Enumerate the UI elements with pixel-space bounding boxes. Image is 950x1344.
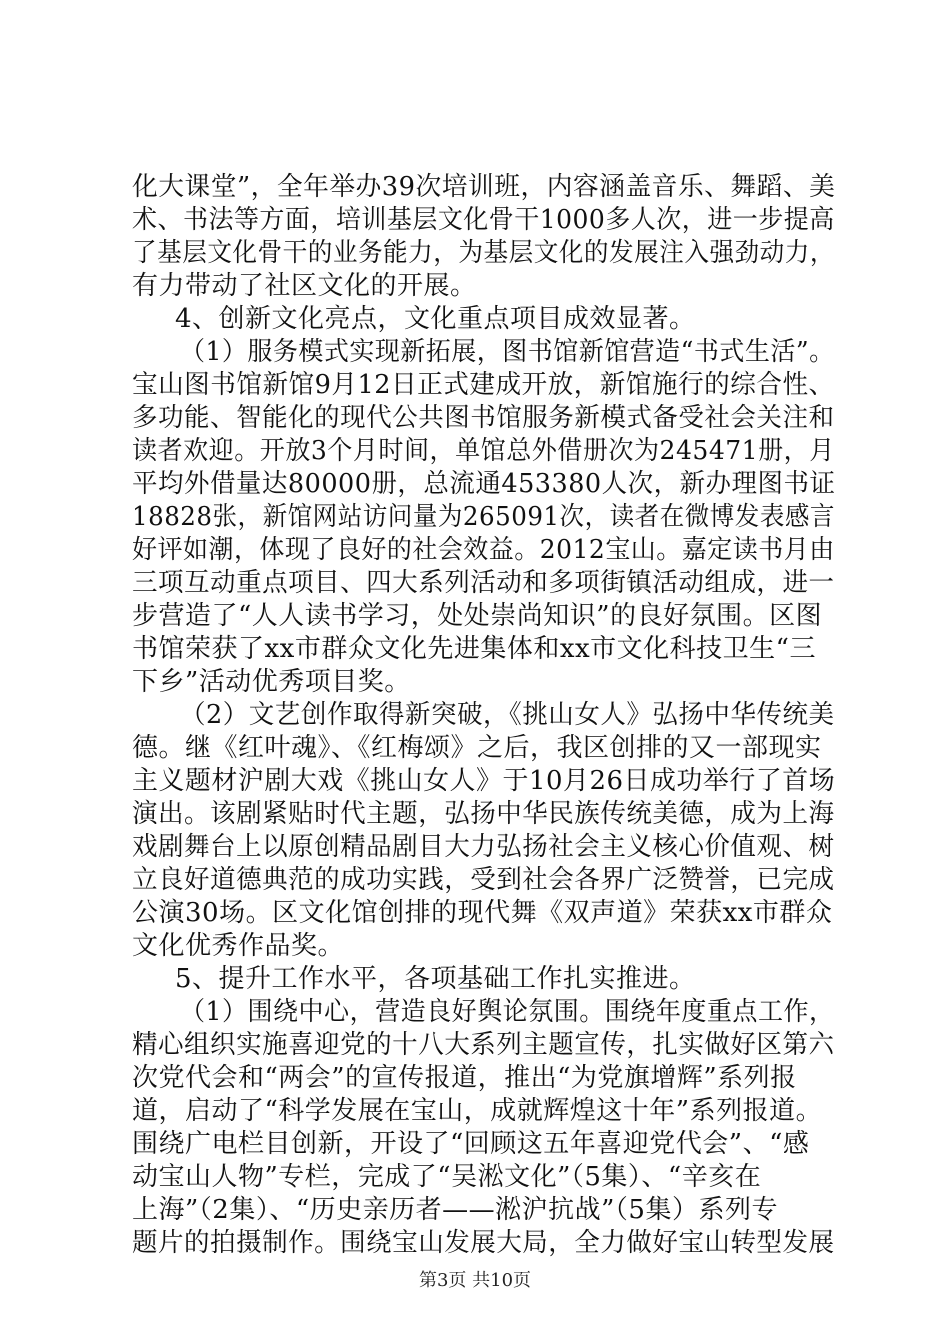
text-line: 立良好道德典范的成功实践，受到社会各界广泛赞誉，已完成 — [132, 865, 835, 895]
text-line: 题片的拍摄制作。围绕宝山发展大局，全力做好宝山转型发展 — [132, 1228, 835, 1258]
text-line: 演出。该剧紧贴时代主题，弘扬中华民族传统美德，成为上海 — [132, 799, 835, 829]
subsection-heading: （2）文艺创作取得新突破，《挑山女人》弘扬中华传统美 — [180, 700, 835, 730]
text-line: 次党代会和“两会”的宣传报道，推出“为党旗增辉”系列报 — [132, 1063, 797, 1093]
text-line: 化大课堂”，全年举办39次培训班，内容涵盖音乐、舞蹈、美 — [132, 172, 836, 202]
subsection-heading: （1）围绕中心，营造良好舆论氛围。围绕年度重点工作， — [180, 997, 835, 1027]
text-line: 下乡”活动优秀项目奖。 — [132, 667, 411, 697]
text-line: 了基层文化骨干的业务能力，为基层文化的发展注入强劲动力， — [132, 238, 835, 268]
text-line: 平均外借量达80000册，总流通453380人次，新办理图书证 — [132, 469, 836, 499]
text-line: 宝山图书馆新馆9月12日正式建成开放，新馆施行的综合性、 — [132, 370, 835, 400]
text-line: 多功能、智能化的现代公共图书馆服务新模式备受社会关注和 — [132, 403, 835, 433]
text-line: 戏剧舞台上以原创精品剧目大力弘扬社会主义核心价值观、树 — [132, 832, 835, 862]
text-line: 18828张，新馆网站访问量为265091次，读者在微博发表感言 — [132, 502, 835, 532]
text-line: 精心组织实施喜迎党的十八大系列主题宣传，扎实做好区第六 — [132, 1030, 835, 1060]
text-line: 围绕广电栏目创新，开设了“回顾这五年喜迎党代会”、“感 — [132, 1129, 810, 1159]
text-line: 公演30场。区文化馆创排的现代舞《双声道》荣获xx市群众 — [132, 898, 833, 928]
text-line: 德。继《红叶魂》、《红梅颂》之后，我区创排的又一部现实 — [132, 733, 822, 763]
text-line: 书馆荣获了xx市群众文化先进集体和xx市文化科技卫生“三 — [132, 634, 816, 664]
text-line: 读者欢迎。开放3个月时间，单馆总外借册次为245471册，月 — [132, 436, 835, 466]
text-line: 有力带动了社区文化的开展。 — [132, 271, 477, 301]
section-heading: 5、提升工作水平，各项基础工作扎实推进。 — [175, 964, 696, 994]
text-line: 文化优秀作品奖。 — [132, 931, 345, 961]
text-line: 主义题材沪剧大戏《挑山女人》于10月26日成功举行了首场 — [132, 766, 836, 796]
text-line: 上海”（2集）、“历史亲历者——淞沪抗战”（5集）系列专 — [132, 1195, 778, 1225]
text-line: 术、书法等方面，培训基层文化骨干1000多人次，进一步提高 — [132, 205, 835, 235]
section-heading: 4、创新文化亮点，文化重点项目成效显著。 — [175, 304, 696, 334]
subsection-heading: （1）服务模式实现新拓展，图书馆新馆营造“书式生活”。 — [180, 337, 835, 367]
text-line: 好评如潮，体现了良好的社会效益。2012宝山。嘉定读书月由 — [132, 535, 835, 565]
text-line: 道，启动了“科学发展在宝山，成就辉煌这十年”系列报道。 — [132, 1096, 823, 1126]
text-line: 三项互动重点项目、四大系列活动和多项街镇活动组成，进一 — [132, 568, 835, 598]
text-line: 步营造了“人人读书学习，处处崇尚知识”的良好氛围。区图 — [132, 601, 823, 631]
text-line: 动宝山人物”专栏，完成了“吴淞文化”（5集）、“辛亥在 — [132, 1162, 762, 1192]
page-footer: 第3页 共10页 — [418, 1270, 532, 1291]
